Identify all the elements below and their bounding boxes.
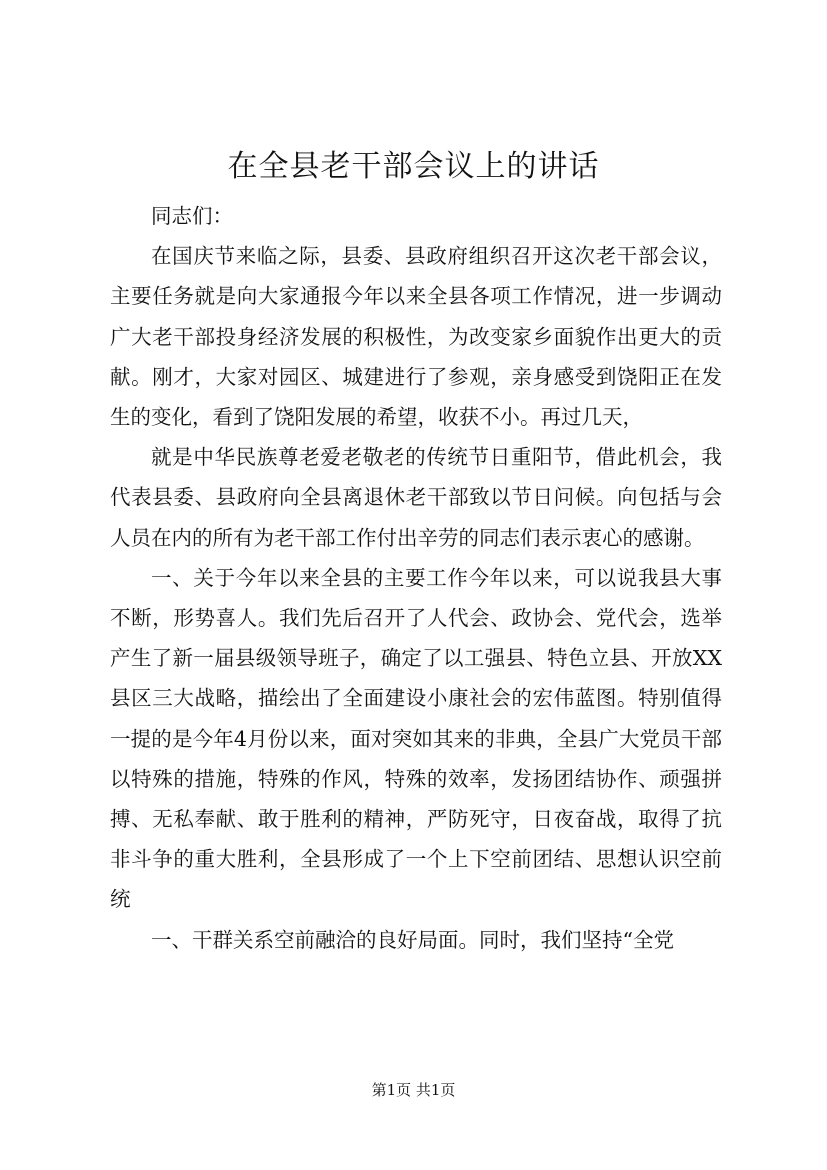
page-footer: 第1页 共1页 bbox=[371, 1081, 456, 1099]
document-title: 在全县老干部会议上的讲话 bbox=[227, 149, 600, 184]
paragraph-3: 一、关于今年以来全县的主要工作今年以来，可以说我县大事不断，形势喜人。我们先后召开了人代会、政协会、党代会，选举产生了新一届县级领导班子，确定了以工强县、特色立县、开放XX县区三大战略，描绘出了全面建设小康社会的宏伟蓝图。特别值得一提的是今年4月份以来，面对突如其来的非典，全县广大党员干部以特殊的措施，特殊的作风，特殊的效率，发扬团结协作、顽强拼搏、无私奉献、敢于胜利的精神，严防死守，日夜奋战，取得了抗非斗争的重大胜利，全县形成了一个上下空前团结、思想认识空前统 bbox=[110, 565, 722, 912]
paragraph-4: 一、干群关系空前融洽的良好局面。同时，我们坚持“全党 bbox=[151, 927, 674, 952]
paragraph-2: 就是中华民族尊老爱老敬老的传统节日重阳节，借此机会，我代表县委、县政府向全县离退休老干部致以节日问候。向包括与会人员在内的所有为老干部工作付出辛劳的同志们表示衷心的感谢。 bbox=[110, 445, 722, 550]
paragraph-1: 在国庆节来临之际，县委、县政府组织召开这次老干部会议，主要任务就是向大家通报今年以来全县各项工作情况，进一步调动广大老干部投身经济发展的积极性，为改变家乡面貌作出更大的贡献。刚才，大家对园区、城建进行了参观，亲身感受到饶阳正在发生的变化，看到了饶阳发展的希望，收获不小。再过几天， bbox=[110, 244, 722, 430]
greeting: 同志们： bbox=[151, 204, 233, 228]
document-body bbox=[110, 196, 722, 960]
